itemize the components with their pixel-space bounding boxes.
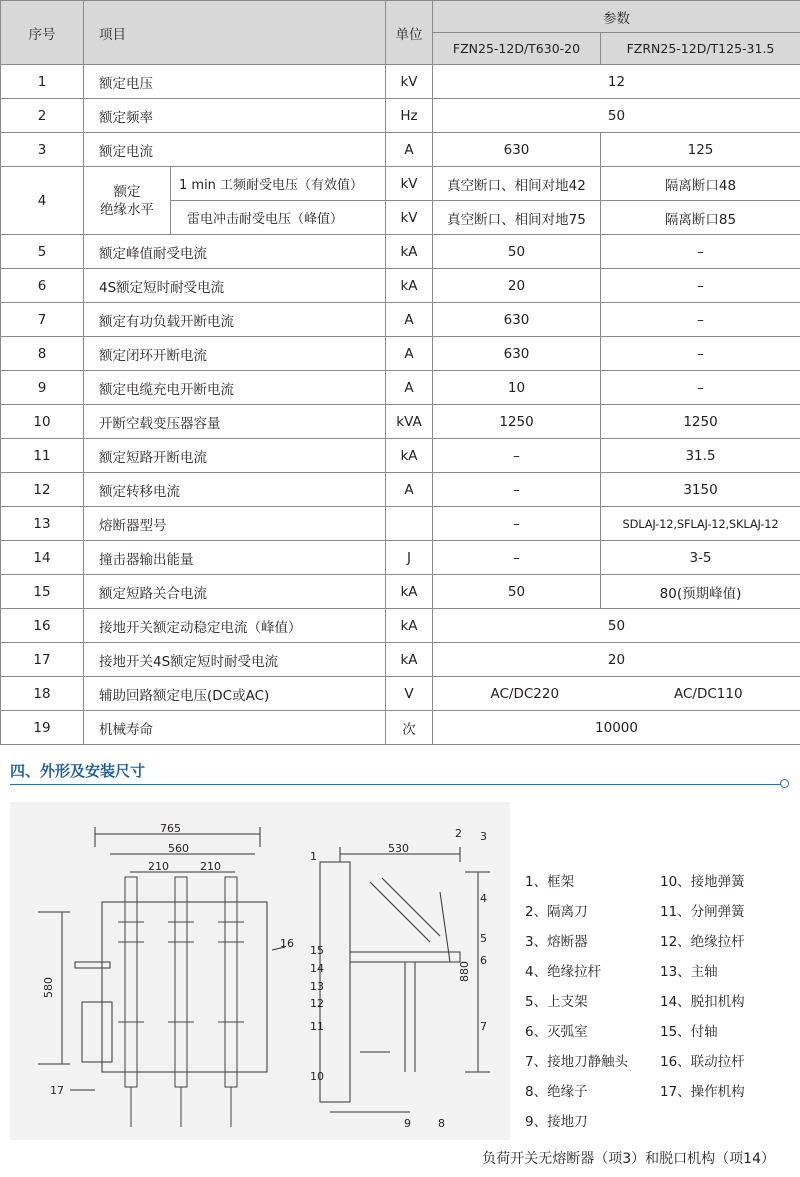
row-unit: kA bbox=[386, 439, 433, 473]
row-value: 50 bbox=[433, 609, 800, 643]
callout-14: 14 bbox=[310, 962, 324, 975]
section-divider bbox=[10, 784, 781, 785]
callout-9: 9 bbox=[404, 1117, 411, 1130]
row-unit: A bbox=[386, 133, 433, 167]
row-no: 14 bbox=[1, 541, 84, 575]
legend-item: 9、接地刀 bbox=[525, 1114, 588, 1130]
row-item: 额定频率 bbox=[84, 99, 386, 133]
header-model-b: FZRN25-12D/T125-31.5 bbox=[601, 33, 800, 65]
row-value-a: 20 bbox=[433, 269, 601, 303]
dim-580: 580 bbox=[42, 977, 55, 998]
callout-15: 15 bbox=[310, 944, 324, 957]
row-value-b: – bbox=[601, 303, 800, 337]
row-value-b: 隔离断口48 bbox=[601, 167, 800, 201]
row-value-b: – bbox=[601, 235, 800, 269]
row-value-b: AC/DC110 bbox=[673, 685, 743, 702]
legend-item: 7、接地刀静触头 bbox=[525, 1054, 629, 1070]
row-unit: V bbox=[386, 677, 433, 711]
table-row bbox=[1, 405, 800, 439]
row-value-b: 3-5 bbox=[601, 541, 800, 575]
legend-row bbox=[525, 1015, 795, 1045]
row-no: 12 bbox=[1, 473, 84, 507]
table-row bbox=[1, 643, 800, 677]
row-no: 18 bbox=[1, 677, 84, 711]
row-value-a: 630 bbox=[433, 303, 601, 337]
row-value bbox=[433, 677, 800, 711]
callout-7: 7 bbox=[480, 1020, 487, 1033]
table-row bbox=[1, 609, 800, 643]
row-item: 辅助回路额定电压(DC或AC) bbox=[84, 677, 386, 711]
row-value: 10000 bbox=[433, 711, 800, 745]
row-no: 13 bbox=[1, 507, 84, 541]
side-view bbox=[320, 842, 490, 1112]
row-item: 额定短路开断电流 bbox=[84, 439, 386, 473]
callout-8: 8 bbox=[438, 1117, 445, 1130]
row-unit: kV bbox=[386, 65, 433, 99]
legend-row bbox=[525, 1105, 795, 1135]
row-value-a: 10 bbox=[433, 371, 601, 405]
row-no: 16 bbox=[1, 609, 84, 643]
row-value-a: 630 bbox=[433, 337, 601, 371]
legend-item: 1、框架 bbox=[525, 874, 575, 890]
row-unit: A bbox=[386, 337, 433, 371]
row-value-a: – bbox=[433, 473, 601, 507]
header-item: 项目 bbox=[84, 1, 386, 65]
legend-row bbox=[525, 1075, 795, 1105]
legend-item: 10、接地弹簧 bbox=[660, 874, 745, 890]
row-item: 撞击器输出能量 bbox=[84, 541, 386, 575]
row-value: 50 bbox=[433, 99, 800, 133]
legend-row bbox=[525, 985, 795, 1015]
row-item: 额定有功负载开断电流 bbox=[84, 303, 386, 337]
row-unit: kA bbox=[386, 643, 433, 677]
row-unit: kA bbox=[386, 269, 433, 303]
row-value-a: 真空断口、相间对地75 bbox=[433, 201, 601, 235]
row-value-b: – bbox=[601, 337, 800, 371]
dim-560: 560 bbox=[168, 842, 189, 855]
row-item: 额定电缆充电开断电流 bbox=[84, 371, 386, 405]
callout-2: 2 bbox=[455, 827, 462, 840]
row-unit: kVA bbox=[386, 405, 433, 439]
table-row bbox=[1, 269, 800, 303]
row-item: 额定转移电流 bbox=[84, 473, 386, 507]
callout-11: 11 bbox=[310, 1020, 324, 1033]
row-item: 额定电压 bbox=[84, 65, 386, 99]
row-no: 3 bbox=[1, 133, 84, 167]
header-model-a: FZN25-12D/T630-20 bbox=[433, 33, 601, 65]
legend-item: 5、上支架 bbox=[525, 994, 588, 1010]
row-no: 5 bbox=[1, 235, 84, 269]
figure-caption: 负荷开关无熔断器（项3）和脱口机构（项14） bbox=[482, 1151, 775, 1167]
row-unit: Hz bbox=[386, 99, 433, 133]
row-no: 4 bbox=[1, 167, 84, 235]
row-item: 额定 绝缘水平 bbox=[84, 167, 171, 235]
row-no: 17 bbox=[1, 643, 84, 677]
callout-6: 6 bbox=[480, 954, 487, 967]
legend-item: 17、操作机构 bbox=[660, 1084, 745, 1100]
row-value-a: AC/DC220 bbox=[490, 685, 560, 702]
row-item: 接地开关额定动稳定电流（峰值） bbox=[84, 609, 386, 643]
legend-item: 6、灭弧室 bbox=[525, 1024, 588, 1040]
callout-16: 16 bbox=[280, 937, 294, 950]
dim-880: 880 bbox=[458, 961, 471, 982]
legend-item: 8、绝缘子 bbox=[525, 1084, 588, 1100]
row-item: 开断空载变压器容量 bbox=[84, 405, 386, 439]
row-value-a: – bbox=[433, 439, 601, 473]
row-unit: kA bbox=[386, 609, 433, 643]
callout-5: 5 bbox=[480, 932, 487, 945]
table-row bbox=[1, 711, 800, 745]
row-value-a: 1250 bbox=[433, 405, 601, 439]
header-unit: 单位 bbox=[386, 1, 433, 65]
table-row bbox=[1, 133, 800, 167]
row-subitem: 雷电冲击耐受电压（峰值） bbox=[171, 201, 386, 235]
row-unit: A bbox=[386, 473, 433, 507]
row-unit: kV bbox=[386, 167, 433, 201]
row-value-a: 真空断口、相间对地42 bbox=[433, 167, 601, 201]
row-value-b: SDLAJ-12,SFLAJ-12,SKLAJ-12 bbox=[601, 507, 800, 541]
table-row bbox=[1, 303, 800, 337]
row-no: 15 bbox=[1, 575, 84, 609]
row-value-b: 1250 bbox=[601, 405, 800, 439]
dim-210-right: 210 bbox=[200, 860, 221, 873]
section-divider-dot bbox=[780, 779, 789, 788]
table-row bbox=[1, 235, 800, 269]
row-value-b: 3150 bbox=[601, 473, 800, 507]
row-item: 额定短路关合电流 bbox=[84, 575, 386, 609]
row-unit: kA bbox=[386, 235, 433, 269]
row-value-b: 隔离断口85 bbox=[601, 201, 800, 235]
row-no: 6 bbox=[1, 269, 84, 303]
row-subitem: 1 min 工频耐受电压（有效值） bbox=[171, 167, 386, 201]
row-value-a: – bbox=[433, 507, 601, 541]
row-item: 额定闭环开断电流 bbox=[84, 337, 386, 371]
legend-item: 4、绝缘拉杆 bbox=[525, 964, 602, 980]
table-row bbox=[1, 439, 800, 473]
callout-13: 13 bbox=[310, 980, 324, 993]
row-unit: 次 bbox=[386, 711, 433, 745]
row-no: 8 bbox=[1, 337, 84, 371]
callout-1: 1 bbox=[310, 850, 317, 863]
row-value: 20 bbox=[433, 643, 800, 677]
row-no: 11 bbox=[1, 439, 84, 473]
row-unit: A bbox=[386, 303, 433, 337]
table-row bbox=[1, 677, 800, 711]
dim-210-left: 210 bbox=[148, 860, 169, 873]
legend-item: 3、熔断器 bbox=[525, 934, 588, 950]
row-item: 熔断器型号 bbox=[84, 507, 386, 541]
dimension-drawing bbox=[10, 802, 510, 1140]
row-no: 2 bbox=[1, 99, 84, 133]
row-no: 1 bbox=[1, 65, 84, 99]
row-unit bbox=[386, 507, 433, 541]
callout-12: 12 bbox=[310, 997, 324, 1010]
legend-item: 16、联动拉杆 bbox=[660, 1054, 745, 1070]
table-row bbox=[1, 473, 800, 507]
callout-3: 3 bbox=[480, 830, 487, 843]
row-value-a: 630 bbox=[433, 133, 601, 167]
row-value-a: 50 bbox=[433, 235, 601, 269]
row-no: 10 bbox=[1, 405, 84, 439]
table-row bbox=[1, 371, 800, 405]
row-value-b: 125 bbox=[601, 133, 800, 167]
table-row bbox=[1, 167, 800, 201]
row-value-b: 31.5 bbox=[601, 439, 800, 473]
legend-item: 2、隔离刀 bbox=[525, 904, 588, 920]
row-no: 9 bbox=[1, 371, 84, 405]
legend-item: 12、绝缘拉杆 bbox=[660, 934, 745, 950]
row-unit: kV bbox=[386, 201, 433, 235]
header-no: 序号 bbox=[1, 1, 84, 65]
table-row bbox=[1, 575, 800, 609]
row-value-b: 80(预期峰值) bbox=[601, 575, 800, 609]
row-value: 12 bbox=[433, 65, 800, 99]
header-params: 参数 bbox=[433, 1, 800, 33]
dim-765: 765 bbox=[160, 822, 181, 835]
table-row bbox=[1, 99, 800, 133]
legend-item: 14、脱扣机构 bbox=[660, 994, 745, 1010]
legend-row bbox=[525, 895, 795, 925]
row-item: 4S额定短时耐受电流 bbox=[84, 269, 386, 303]
legend-item: 15、付轴 bbox=[660, 1024, 718, 1040]
legend-row bbox=[525, 865, 795, 895]
table-row bbox=[1, 507, 800, 541]
callout-17: 17 bbox=[50, 1084, 64, 1097]
row-value-a: 50 bbox=[433, 575, 601, 609]
row-item: 额定峰值耐受电流 bbox=[84, 235, 386, 269]
table-row bbox=[1, 337, 800, 371]
legend-row bbox=[525, 925, 795, 955]
callout-10: 10 bbox=[310, 1070, 324, 1083]
row-item: 机械寿命 bbox=[84, 711, 386, 745]
row-value-b: – bbox=[601, 269, 800, 303]
row-unit: kA bbox=[386, 575, 433, 609]
front-view bbox=[38, 822, 294, 1127]
row-unit: J bbox=[386, 541, 433, 575]
table-row bbox=[1, 541, 800, 575]
legend-item: 13、主轴 bbox=[660, 964, 718, 980]
table-row bbox=[1, 65, 800, 99]
row-value-a: – bbox=[433, 541, 601, 575]
row-unit: A bbox=[386, 371, 433, 405]
row-item: 额定电流 bbox=[84, 133, 386, 167]
row-item: 接地开关4S额定短时耐受电流 bbox=[84, 643, 386, 677]
callout-4: 4 bbox=[480, 892, 487, 905]
parts-legend bbox=[525, 865, 795, 1135]
legend-row bbox=[525, 1045, 795, 1075]
row-no: 19 bbox=[1, 711, 84, 745]
row-no: 7 bbox=[1, 303, 84, 337]
legend-item: 11、分闸弹簧 bbox=[660, 904, 745, 920]
section-title: 四、外形及安装尺寸 bbox=[10, 762, 146, 780]
dim-530: 530 bbox=[388, 842, 409, 855]
drawing-panel bbox=[10, 802, 510, 1140]
row-value-b: – bbox=[601, 371, 800, 405]
legend-row bbox=[525, 955, 795, 985]
